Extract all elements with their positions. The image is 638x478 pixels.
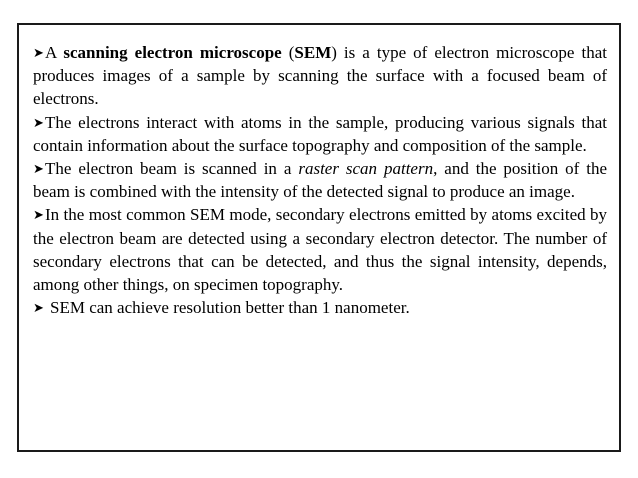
bullet-text: ) is a type of electron microscope that produces images of a sample by scanning the surface with a focused beam of electrons. [33,43,607,109]
term-sem: SEM [294,43,332,62]
slide-frame [17,23,621,452]
arrow-bullet-icon: ➤ [33,45,44,60]
bullet-resolution [33,296,607,319]
bullet-text: ( [281,43,295,62]
bullet-raster-scan [33,157,607,203]
term-scanning-electron-microscope: scanning electron microscope [63,43,282,62]
bullet-secondary-electrons [33,203,607,296]
bullet-text: A [45,43,64,62]
arrow-bullet-icon: ➤ [33,161,44,177]
arrow-bullet-icon: ➤ [33,300,44,316]
bullet-text: The electrons interact with atoms in the sample, producing various signals that contain information about the surface topography and composition of the sample. [33,112,607,155]
bullet-list [33,41,607,319]
bullet-text: , and the position of the beam is combined with the intensity of the detected signal to produce an image. [33,159,608,202]
term-raster-scan-pattern: raster scan pattern [298,159,434,179]
bullet-electron-interaction [33,111,607,157]
bullet-sem-definition [33,41,607,111]
arrow-bullet-icon: ➤ [33,207,44,223]
arrow-bullet-icon: ➤ [33,114,44,130]
bullet-text: The electron beam is scanned in a [45,159,299,179]
bullet-text: In the most common SEM mode, secondary electrons emitted by atoms excited by the electron beam are detected using a secondary electron detector. The number of secondary electrons that can be detected, and thus the signal intensity, depends, among other things, on specimen topography. [33,205,607,295]
bullet-text: SEM can achieve resolution better than 1 nanometer. [50,298,410,318]
